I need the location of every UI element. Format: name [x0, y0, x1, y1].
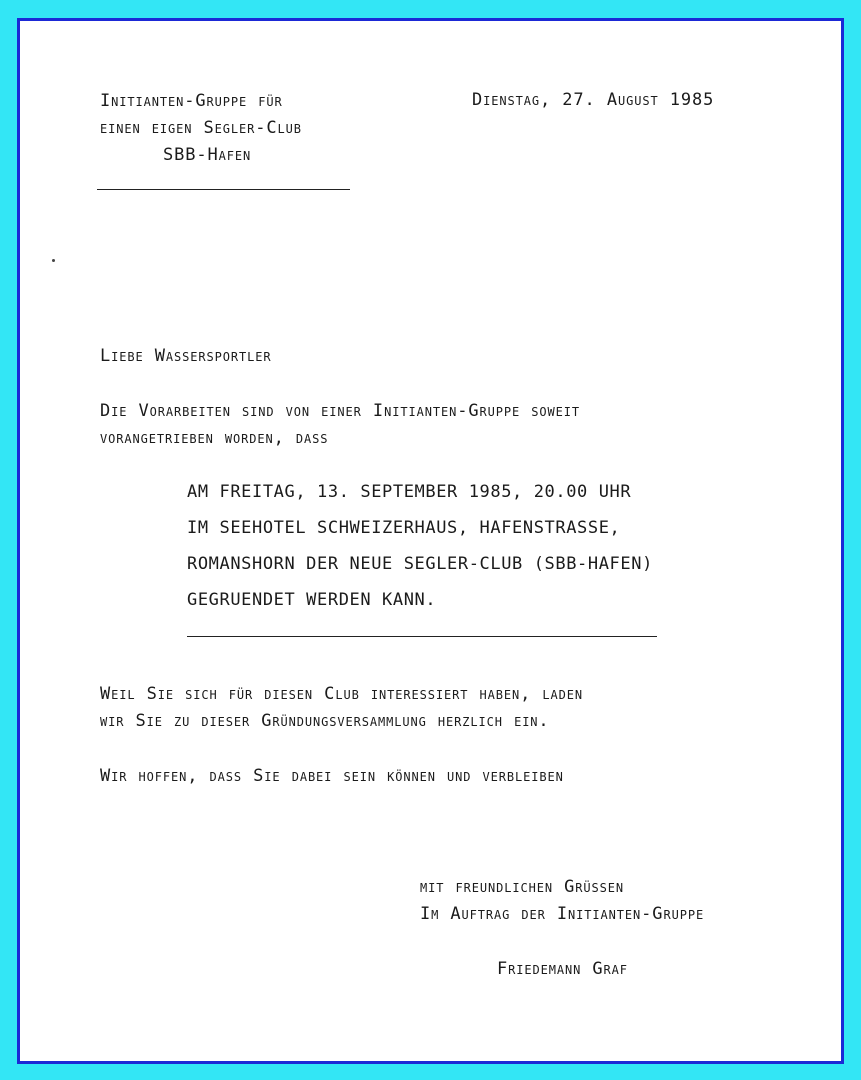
announcement-underline: [187, 636, 657, 637]
announcement-line-3: ROMANSHORN DER NEUE SEGLER-CLUB (SBB-HAFEN): [187, 554, 653, 574]
signoff-line-2: Im Auftrag der Initianten-Gruppe: [420, 904, 705, 924]
announcement-line-4: GEGRUENDET WERDEN KANN.: [187, 590, 437, 610]
announcement-line-1: AM FREITAG, 13. SEPTEMBER 1985, 20.00 UHR: [187, 482, 632, 502]
signature-name: Friedemann Graf: [497, 959, 628, 979]
sender-line-3: SBB-Hafen: [163, 145, 252, 165]
invitation-line-2: wir Sie zu dieser Gründungsversammlung herzlich ein.: [100, 711, 550, 731]
paper-speck: [52, 259, 55, 262]
announcement-line-2: IM SEEHOTEL SCHWEIZERHAUS, HAFENSTRASSE,: [187, 518, 621, 538]
sender-line-1: Initianten-Gruppe für: [100, 91, 283, 111]
letter-page: [20, 21, 841, 1061]
invitation-line-1: Weil Sie sich für diesen Club interessiert haben, laden: [100, 684, 583, 704]
intro-line-1: Die Vorarbeiten sind von einer Initianten-Gruppe soweit: [100, 401, 580, 421]
signoff-line-1: mit freundlichen Grüssen: [420, 877, 625, 897]
intro-line-2: vorangetrieben worden, dass: [100, 428, 329, 448]
sender-underline: [97, 189, 350, 190]
sender-line-2: einen eigen Segler-Club: [100, 118, 302, 138]
closing-text: Wir hoffen, dass Sie dabei sein können und verbleiben: [100, 766, 564, 786]
letter-frame: [17, 18, 844, 1064]
salutation: Liebe Wassersportler: [100, 346, 272, 366]
letter-date: Dienstag, 27. August 1985: [472, 90, 715, 110]
